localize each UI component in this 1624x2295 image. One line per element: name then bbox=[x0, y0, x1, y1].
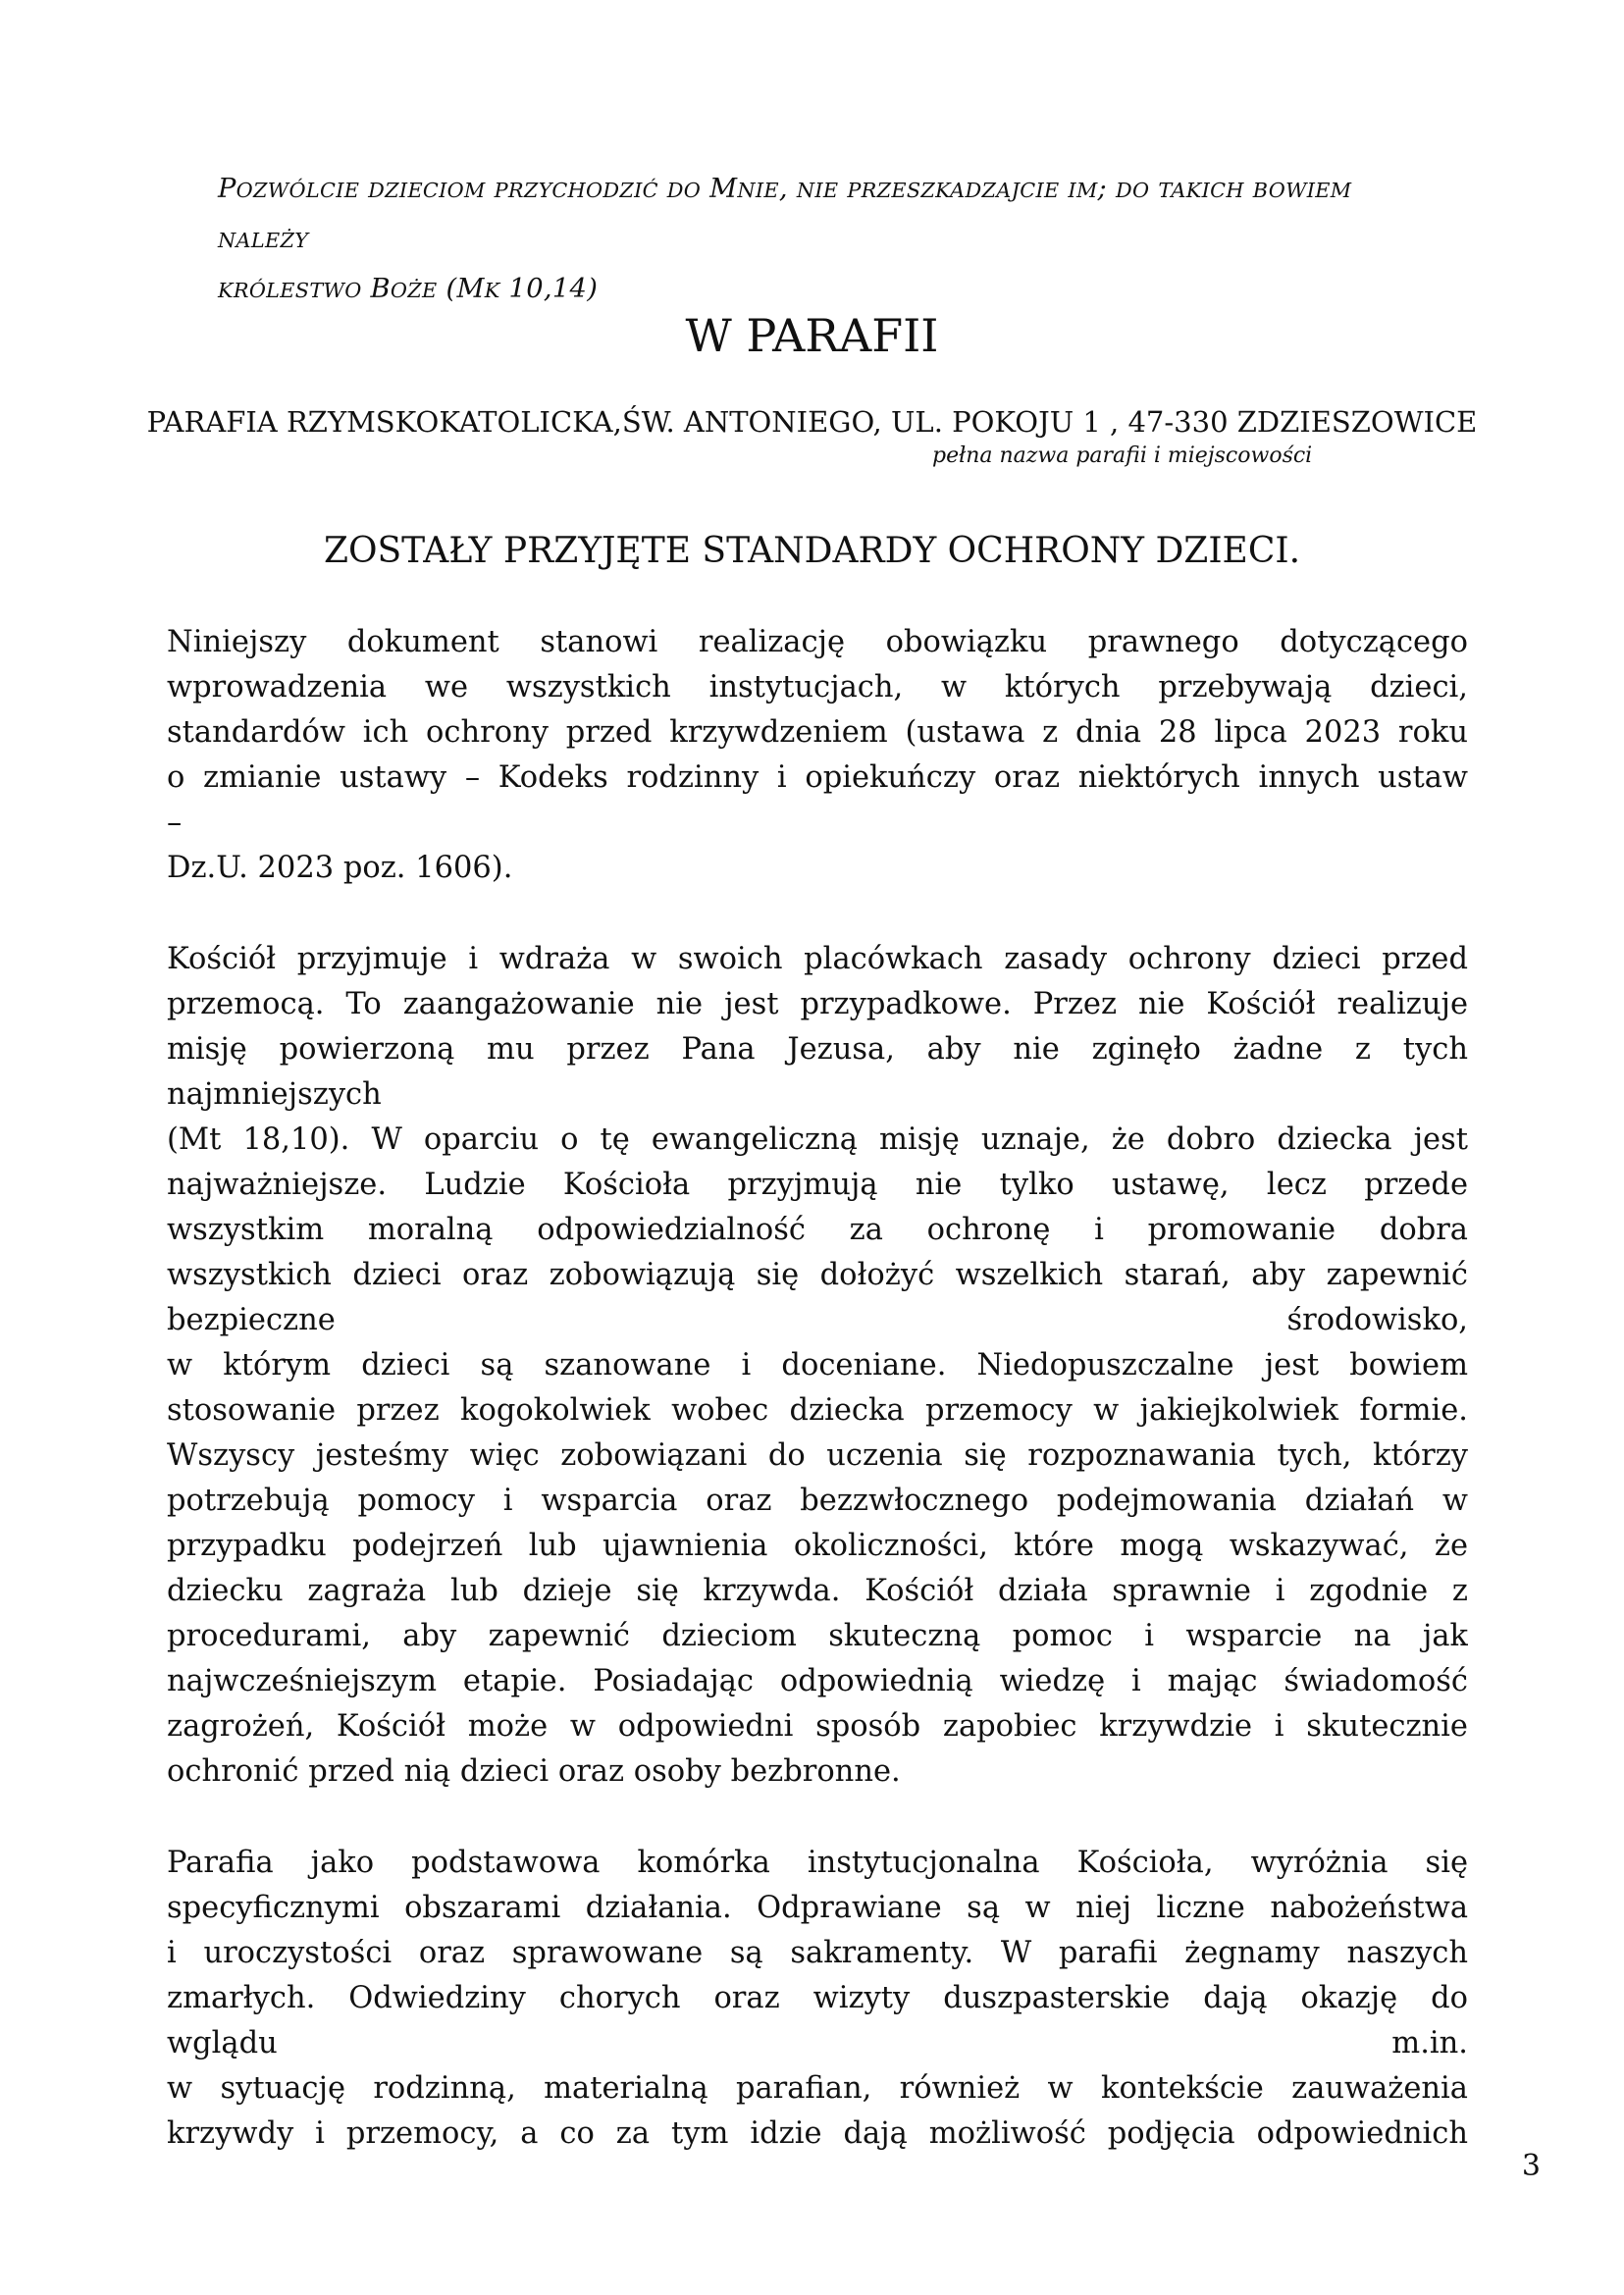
bible-quote-line-1 bbox=[218, 165, 1435, 265]
parish-name-caption: pełna nazwa parafii i miejscowości bbox=[932, 443, 1313, 468]
text-line: wszystkich dzieci oraz zobowiązują się dołożyć wszelkich starań, aby zapewnić bbox=[167, 1258, 1468, 1292]
text-line: Kościół przyjmuje i wdraża w swoich placówkach zasady ochrony dzieci przed bbox=[167, 942, 1468, 976]
page-title: W PARAFII bbox=[685, 309, 939, 362]
text-line: przypadku podejrzeń lub ujawnienia okoliczności, które mogą wskazywać, że bbox=[167, 1529, 1468, 1563]
bible-quote-text-2: KRÓLESTWO BOŻE (MK 10,14) bbox=[218, 274, 599, 304]
text-line: o zmianie ustawy – Kodeks rodzinny i opiekuńczy oraz niektórych innych ustaw bbox=[167, 760, 1468, 795]
parish-name: PARAFIA RZYMSKOKATOLICKA,ŚW. ANTONIEGO, UL. POKOJU 1 , 47-330 ZDZIESZOWICE bbox=[146, 405, 1478, 439]
text-line: najważniejsze. Ludzie Kościoła przyjmują nie tylko ustawę, lecz przede bbox=[167, 1168, 1468, 1202]
text-line: (Mt 18,10). W oparciu o tę ewangeliczną misję uznaje, że dobro dziecka jest bbox=[167, 1122, 1468, 1157]
text-line: potrzebują pomocy i wsparcia oraz bezzwłocznego podejmowania działań w bbox=[167, 1484, 1468, 1518]
text-line: bezpieczne środowisko, bbox=[167, 1303, 1468, 1337]
text-line: najmniejszych bbox=[167, 1077, 382, 1112]
bible-quote-text-1: POZWÓLCIE DZIECIOM PRZYCHODZIĆ DO MNIE, NIE PRZESZKADZAJCIE IM; DO TAKICH BOWIEM NALEŻY bbox=[218, 174, 1352, 252]
text-line: Dz.U. 2023 poz. 1606). bbox=[167, 851, 513, 885]
text-line: wszystkim moralną odpowiedzialność za ochronę i promowanie dobra bbox=[167, 1213, 1468, 1247]
text-line: najwcześniejszym etapie. Posiadając odpowiednią wiedzę i mając świadomość bbox=[167, 1664, 1468, 1698]
text-line: przemocą. To zaangażowanie nie jest przypadkowe. Przez nie Kościół realizuje bbox=[167, 987, 1468, 1021]
text-line: misję powierzoną mu przez Pana Jezusa, aby nie zginęło żadne z tych bbox=[167, 1032, 1468, 1067]
text-line: w sytuację rodzinną, materialną parafian, również w kontekście zauważenia bbox=[167, 2071, 1468, 2106]
bible-quote bbox=[218, 165, 1435, 315]
section-heading: ZOSTAŁY PRZYJĘTE STANDARDY OCHRONY DZIECI. bbox=[323, 531, 1301, 571]
page-number: 3 bbox=[1521, 2149, 1541, 2183]
text-line: wprowadzenia we wszystkich instytucjach, w których przebywają dzieci, bbox=[167, 670, 1468, 704]
text-line: specyficznymi obszarami działania. Odprawiane są w niej liczne nabożeństwa bbox=[167, 1891, 1468, 1925]
text-line: ochronić przed nią dzieci oraz osoby bezbronne. bbox=[167, 1754, 901, 1789]
text-line: krzywdy i przemocy, a co za tym idzie dają możliwość podjęcia odpowiednich bbox=[167, 2116, 1468, 2151]
text-line: stosowanie przez kogokolwiek wobec dziecka przemocy w jakiejkolwiek formie. bbox=[167, 1393, 1468, 1428]
text-line: zmarłych. Odwiedziny chorych oraz wizyty duszpasterskie dają okazję do bbox=[167, 1981, 1468, 2015]
text-line: procedurami, aby zapewnić dzieciom skuteczną pomoc i wsparcie na jak bbox=[167, 1619, 1468, 1653]
text-line: Parafia jako podstawowa komórka instytucjonalna Kościoła, wyróżnia się bbox=[167, 1846, 1468, 1880]
text-line: wglądu m.in. bbox=[167, 2026, 1468, 2060]
text-line: Niniejszy dokument stanowi realizację obowiązku prawnego dotyczącego bbox=[167, 625, 1468, 659]
text-line: i uroczystości oraz sprawowane są sakramenty. W parafii żegnamy naszych bbox=[167, 1936, 1468, 1970]
text-line: standardów ich ochrony przed krzywdzeniem (ustawa z dnia 28 lipca 2023 roku bbox=[167, 715, 1468, 750]
text-line: w którym dzieci są szanowane i doceniane. Niedopuszczalne jest bowiem bbox=[167, 1348, 1468, 1382]
text-line: Wszyscy jesteśmy więc zobowiązani do uczenia się rozpoznawania tych, którzy bbox=[167, 1438, 1468, 1473]
text-line: dziecku zagraża lub dzieje się krzywda. Kościół działa sprawnie i zgodnie z bbox=[167, 1574, 1468, 1608]
text-line: zagrożeń, Kościół może w odpowiedni sposób zapobiec krzywdzie i skutecznie bbox=[167, 1709, 1468, 1744]
text-line: – bbox=[167, 806, 183, 840]
